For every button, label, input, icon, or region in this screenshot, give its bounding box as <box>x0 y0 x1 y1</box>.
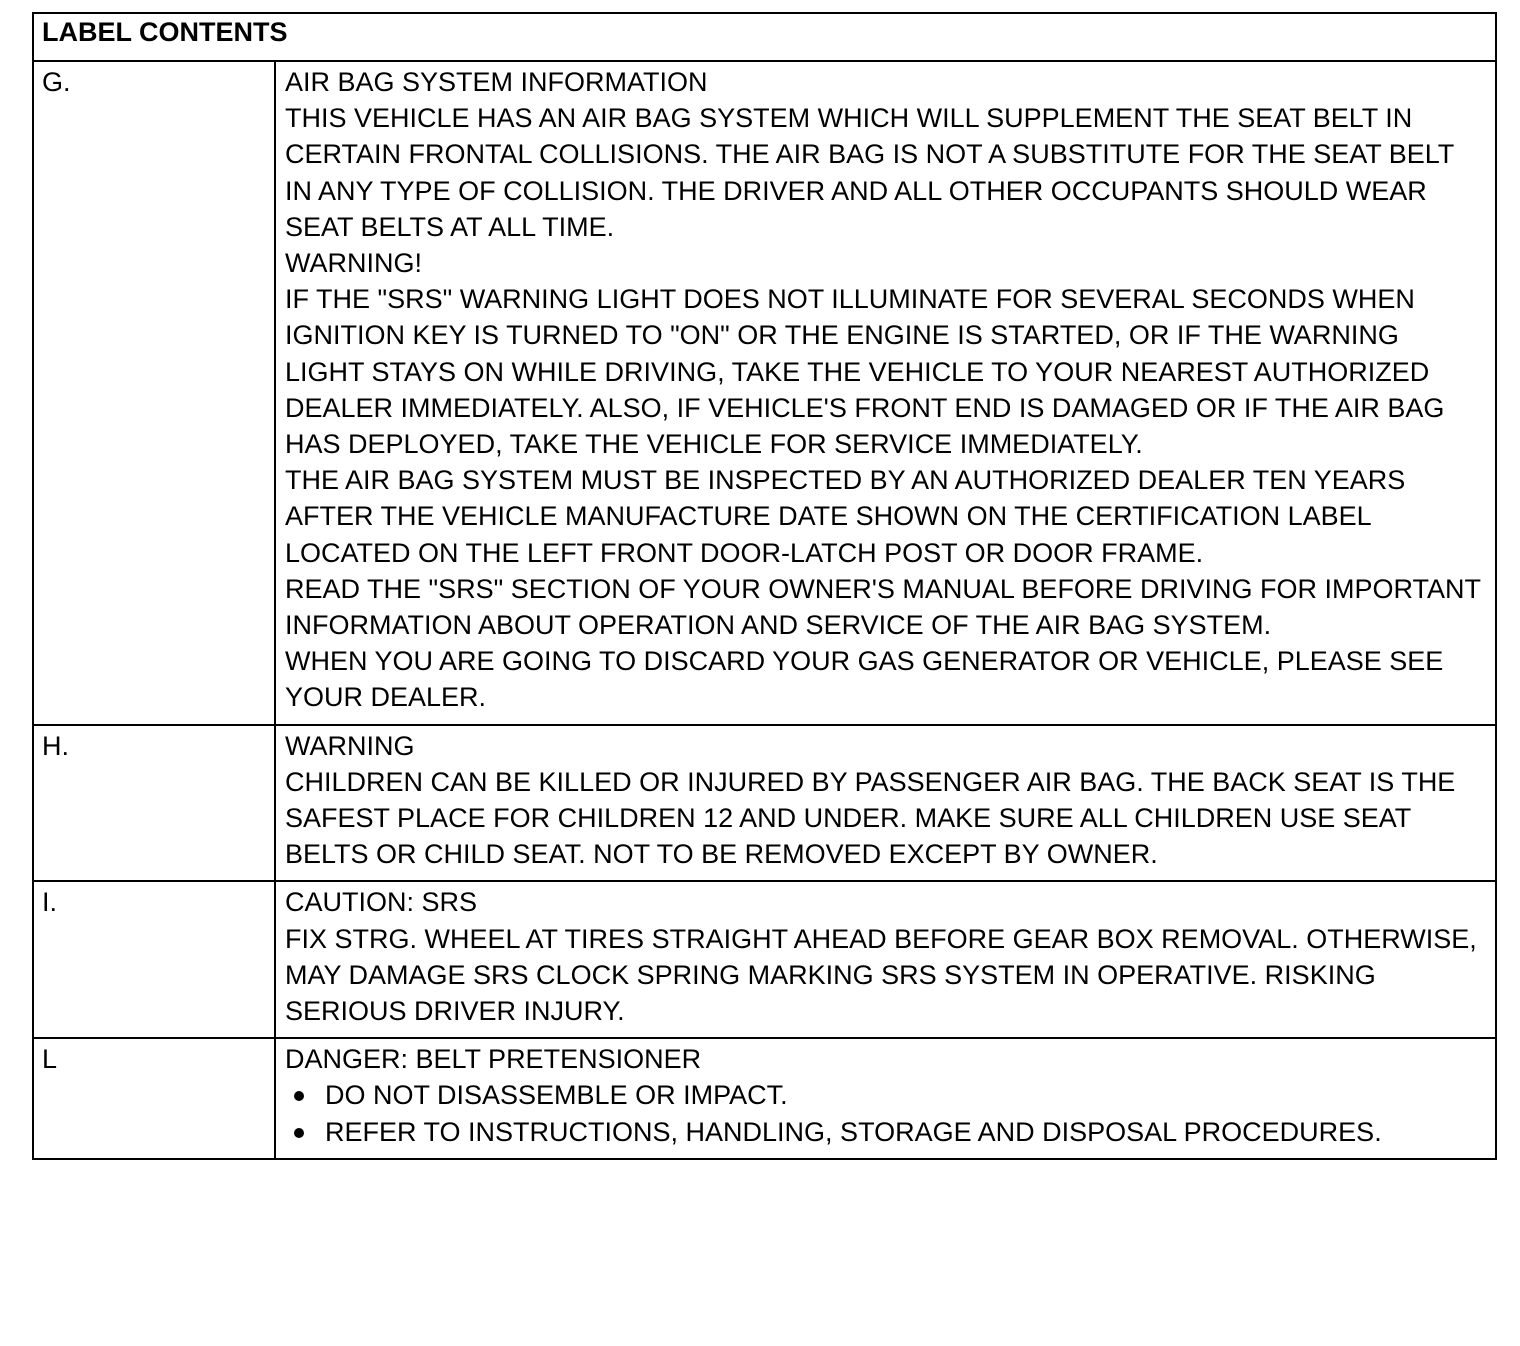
bullet-list <box>285 1077 1485 1149</box>
label-paragraph: FIX STRG. WHEEL AT TIRES STRAIGHT AHEAD BEFORE GEAR BOX REMOVAL. OTHERWISE, MAY DAMAGE SRS CLOCK SPRING MARKING SRS SYSTEM IN OPERATIVE. RISKING SERIOUS DRIVER INJURY. <box>285 923 1485 1027</box>
label-text <box>275 1038 1496 1159</box>
label-paragraph: READ THE "SRS" SECTION OF YOUR OWNER'S MANUAL BEFORE DRIVING FOR IMPORTANT INFORMATION ABOUT OPERATION AND SERVICE OF THE AIR BAG SYSTEM. <box>285 573 1488 641</box>
table-title: LABEL CONTENTS <box>33 13 1496 61</box>
label-contents-table <box>32 12 1497 1160</box>
label-id: L <box>33 1038 275 1159</box>
label-heading: WARNING <box>285 730 415 761</box>
label-id: I. <box>33 881 275 1038</box>
bullet-text: REFER TO INSTRUCTIONS, HANDLING, STORAGE AND DISPOSAL PROCEDURES. <box>325 1116 1382 1147</box>
label-paragraph: THIS VEHICLE HAS AN AIR BAG SYSTEM WHICH WILL SUPPLEMENT THE SEAT BELT IN CERTAIN FRONTAL COLLISIONS. THE AIR BAG IS NOT A SUBSTITUTE FOR THE SEAT BELT IN ANY TYPE OF COLLISION. THE DRIVER AND ALL OTHER OCCUPANTS SHOULD WEAR SEAT BELTS AT ALL TIME. <box>285 103 1462 242</box>
label-id: G. <box>33 61 275 725</box>
list-item <box>285 1114 1485 1150</box>
bullet-icon <box>294 1128 304 1138</box>
bullet-text: DO NOT DISASSEMBLE OR IMPACT. <box>325 1080 788 1111</box>
table-header-row <box>33 13 1496 61</box>
label-paragraph: CHILDREN CAN BE KILLED OR INJURED BY PASSENGER AIR BAG. THE BACK SEAT IS THE SAFEST PLACE FOR CHILDREN 12 AND UNDER. MAKE SURE ALL CHILDREN USE SEAT BELTS OR CHILD SEAT. NOT TO BE REMOVED EXCEPT BY OWNER. <box>285 766 1463 870</box>
list-item <box>285 1077 1485 1113</box>
label-heading: CAUTION: SRS <box>285 887 478 918</box>
label-paragraph: WHEN YOU ARE GOING TO DISCARD YOUR GAS GENERATOR OR VEHICLE, PLEASE SEE YOUR DEALER. <box>285 646 1451 713</box>
label-heading: AIR BAG SYSTEM INFORMATION <box>285 67 708 97</box>
table-row-l <box>33 1038 1496 1159</box>
label-heading: WARNING! <box>285 248 422 279</box>
label-text <box>275 881 1496 1038</box>
label-text <box>275 61 1496 725</box>
label-paragraph: IF THE "SRS" WARNING LIGHT DOES NOT ILLUMINATE FOR SEVERAL SECONDS WHEN IGNITION KEY IS TURNED TO "ON" OR THE ENGINE IS STARTED, OR IF THE WARNING LIGHT STAYS ON WHILE DRIVING, TAKE THE VEHICLE TO YOUR NEAREST AUTHORIZED DEALER IMMEDIATELY. ALSO, IF VEHICLE'S FRONT END IS DAMAGED OR IF THE AIR BAG HAS DEPLOYED, TAKE THE VEHICLE FOR SERVICE IMMEDIATELY. <box>285 284 1452 460</box>
bullet-icon <box>294 1091 304 1101</box>
table-row-i <box>33 881 1496 1038</box>
label-text <box>275 725 1496 882</box>
label-heading: DANGER: BELT PRETENSIONER <box>285 1044 702 1075</box>
label-paragraph: THE AIR BAG SYSTEM MUST BE INSPECTED BY AN AUTHORIZED DEALER TEN YEARS AFTER THE VEHICLE MANUFACTURE DATE SHOWN ON THE CERTIFICATION LABEL LOCATED ON THE LEFT FRONT DOOR-LATCH POST OR DOOR FRAME. <box>285 465 1412 568</box>
table-row-g <box>33 61 1496 725</box>
label-id: H. <box>33 725 275 882</box>
table-row-h <box>33 725 1496 882</box>
